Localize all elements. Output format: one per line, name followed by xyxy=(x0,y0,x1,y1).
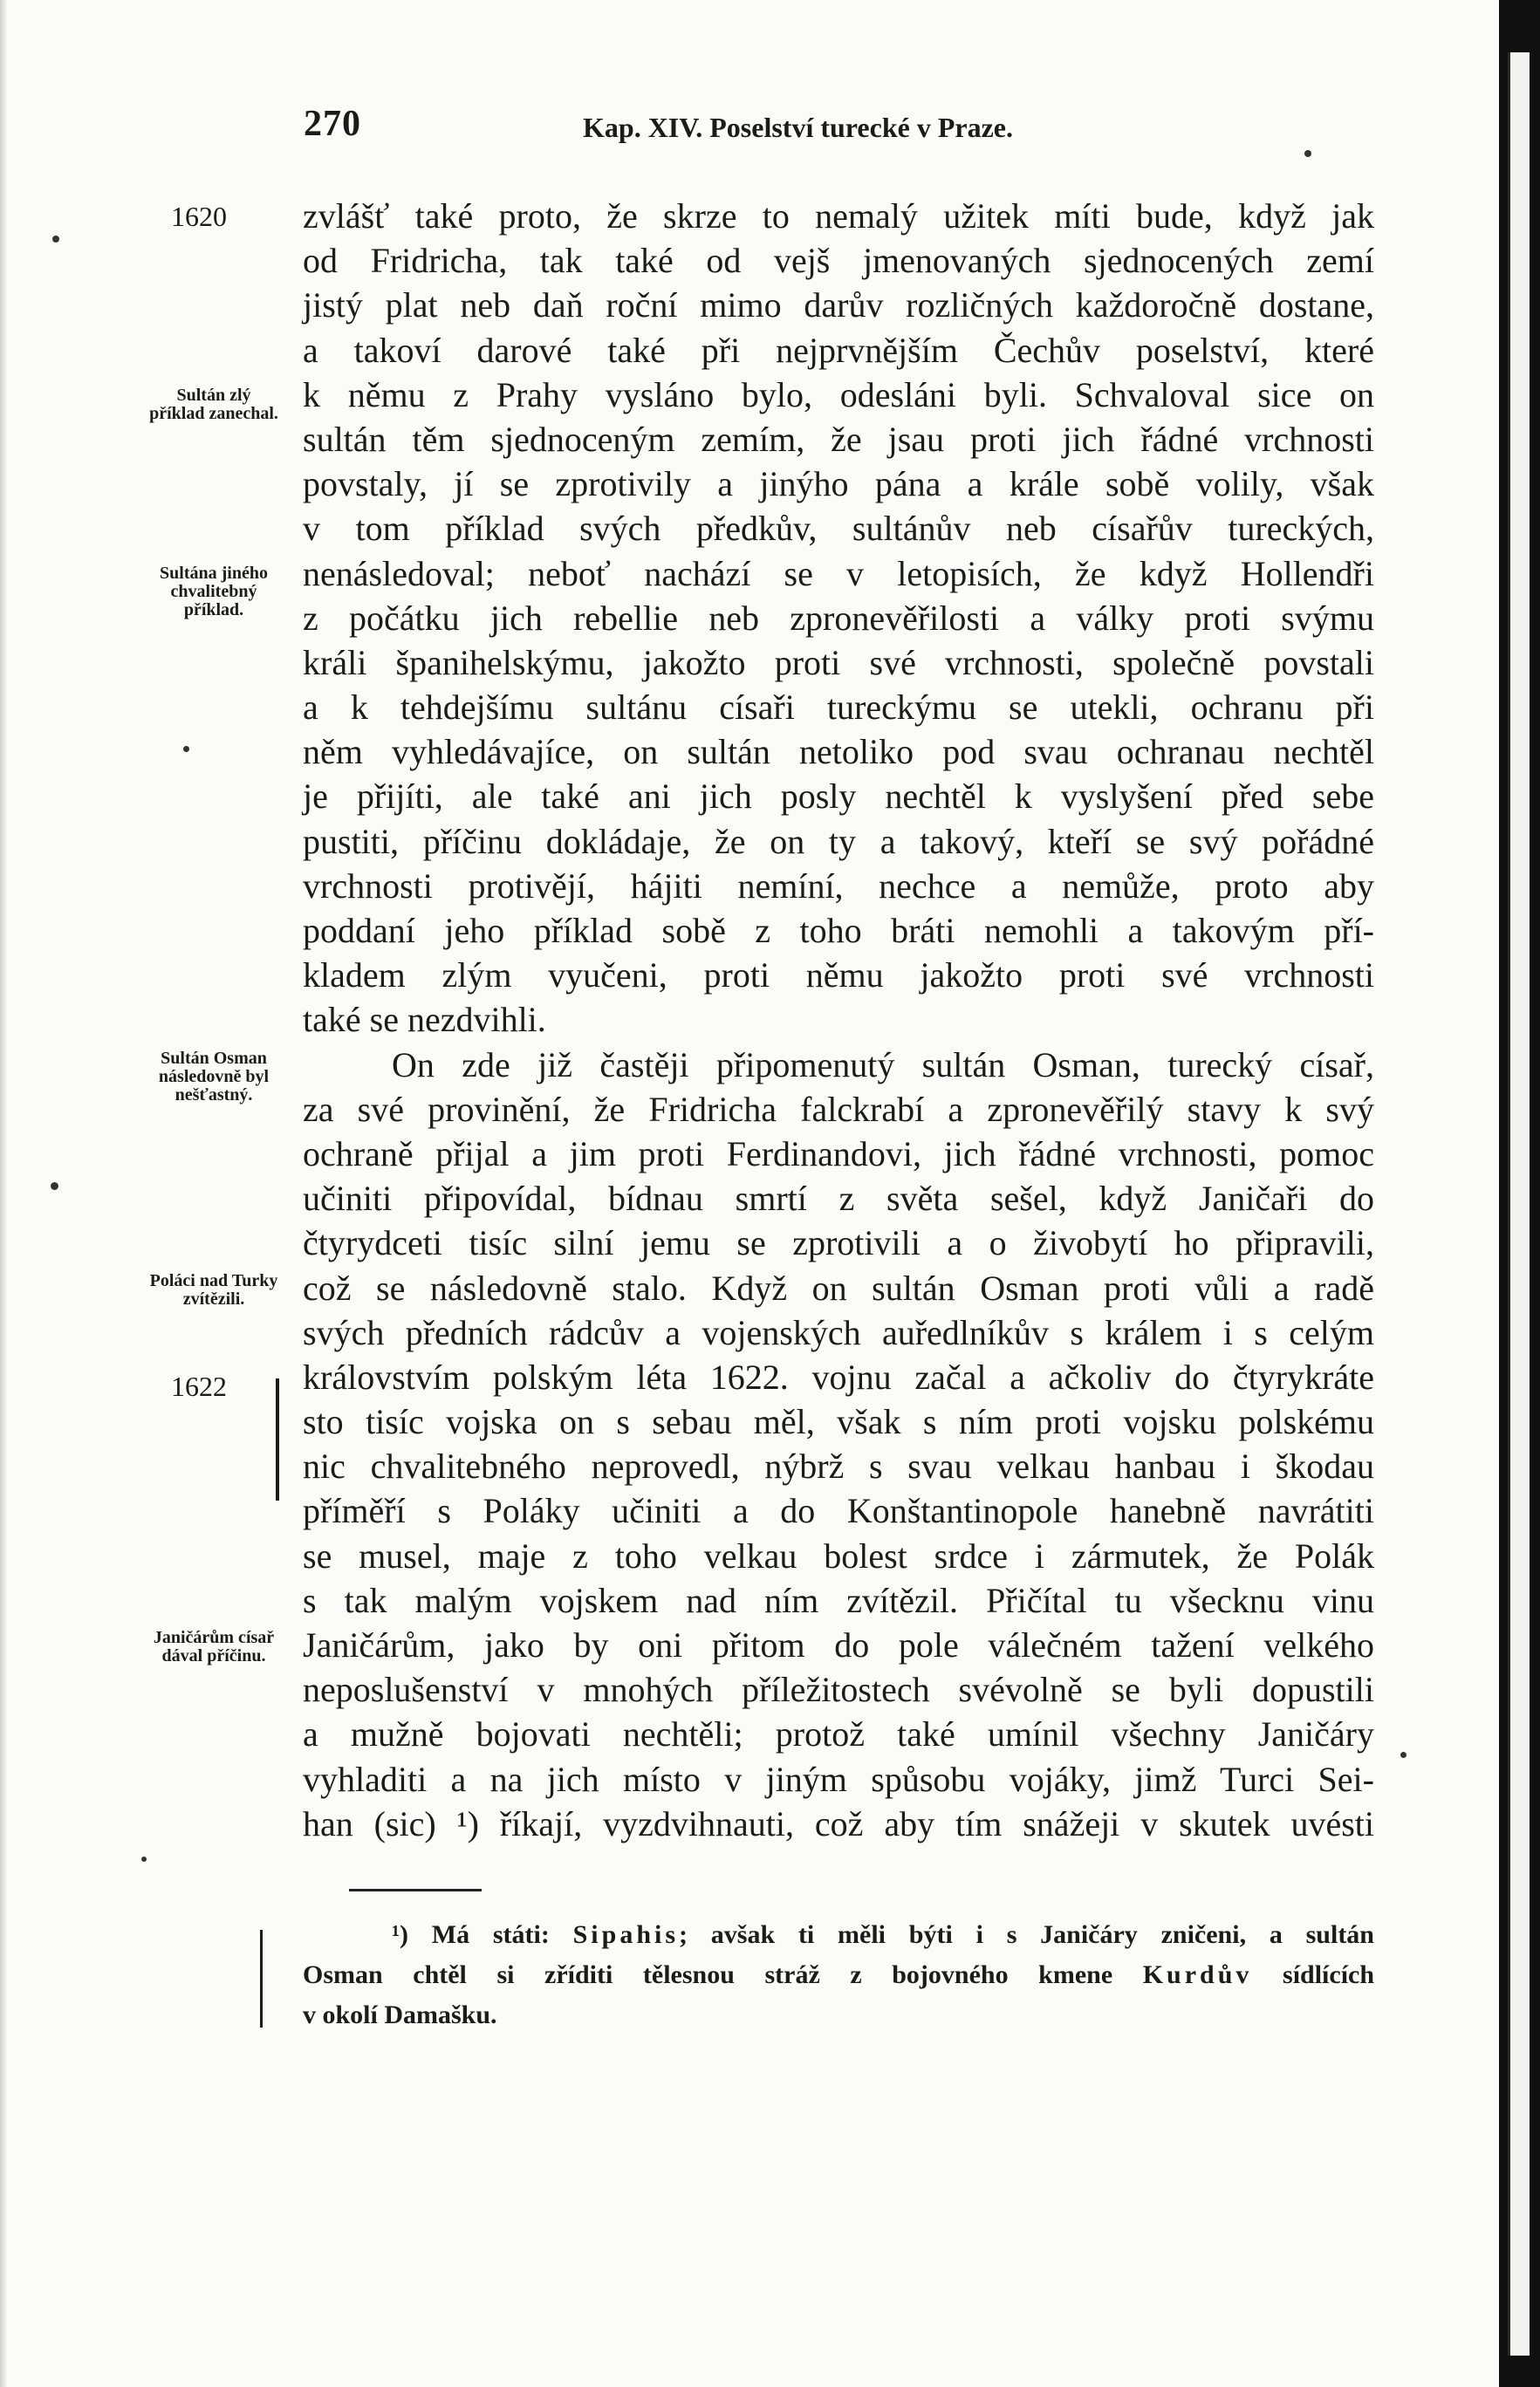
margin-year-1620: 1620 xyxy=(171,201,227,232)
text-line: poddaní jeho příklad sobě z toho bráti nemohli a takovým pří- xyxy=(303,911,1374,950)
side-note: Sultán Osman následovně byl nešťastný. xyxy=(158,1049,270,1105)
footnote-margin-mark xyxy=(260,1930,266,2028)
text-line: královstvím polským léta 1622. vojnu začal a ačkoliv do čtyrykráte xyxy=(303,1357,1374,1397)
footnote-marker: ¹) xyxy=(392,1920,408,1949)
text-line: vrchnosti protivějí, hájiti nemíní, nechce a nemůže, proto aby xyxy=(303,865,1374,906)
text-line: neposlušenství v mnohých příležitostech svévolně se byli dopustili xyxy=(303,1670,1374,1710)
text-line: učiniti připovídal, bídnau smrtí z světa sešel, když Janičaři do xyxy=(303,1179,1374,1219)
page-right-edge xyxy=(1499,0,1540,2387)
text-line: sto tisíc vojska on s sebau měl, však s ním proti vojsku polskému xyxy=(303,1402,1374,1442)
text-line: čtyrydceti tisíc silní jemu se zprotivili a o živobytí ho připravili, xyxy=(303,1223,1374,1263)
paper-speck xyxy=(51,1182,58,1190)
text-line: králi španihelskýmu, jakožto proti své vrchnosti, společně povstali xyxy=(303,642,1374,682)
page-left-edge xyxy=(0,0,7,2387)
footnote-text: sídlících xyxy=(1283,1960,1375,1989)
footnote-line xyxy=(303,1955,1374,1995)
text-line: zvlášť také proto, že skrze to nemalý užitek míti bude, když jak xyxy=(303,196,1374,236)
text-line: příměří s Poláky učiniti a do Konštantinopole hanebně navrátiti xyxy=(303,1491,1374,1531)
side-note: Janičárům císař dával příčinu. xyxy=(153,1628,275,1665)
text-line: pustiti, příčinu dokládaje, že on ty a takový, kteří se svý pořádné xyxy=(303,821,1374,861)
side-note: Sultána jiného chvalitebný příklad. xyxy=(160,564,268,619)
text-line: k němu z Prahy vysláno bylo, odesláni byli. Schvaloval sice on xyxy=(303,374,1374,414)
text-line: s tak malým vojskem nad ním zvítězil. Přičítal tu všecknu vinu xyxy=(303,1580,1374,1620)
text-line: nic chvalitebného neprovedl, nýbrž s svau velkau hanbau i škodau xyxy=(303,1447,1374,1487)
paper-speck xyxy=(141,1857,147,1862)
margin-year-1622: 1622 xyxy=(171,1371,227,1402)
text-line: a takoví darové také při nejprvnějším Čechův poselství, které xyxy=(303,330,1374,370)
footnote-term: Sipahis xyxy=(572,1920,680,1949)
text-line: vyhladiti a na jich místo v jiným spůsobu vojáky, jimž Turci Sei- xyxy=(303,1759,1374,1799)
text-line: za své provinění, že Fridricha falckrabí a zpronevěřilý stavy k svý xyxy=(303,1089,1374,1129)
body-text xyxy=(303,194,1374,1846)
text-line: sultán těm sjednoceným zemím, že jsau proti jich řádné vrchnosti xyxy=(303,419,1374,459)
text-line: Janičárům, jako by oni přitom do pole válečném tažení velkého xyxy=(303,1625,1374,1665)
text-line: han (sic) ¹) říkají, vyzdvihnauti, což aby tím snážeji v skutek uvésti xyxy=(303,1803,1374,1843)
paper-speck xyxy=(1304,150,1311,157)
text-line: a k tehdejšímu sultánu císaři tureckýmu se utekli, ochranu při xyxy=(303,687,1374,728)
paper-speck xyxy=(1400,1752,1407,1758)
text-line: v tom příklad svých předkův, sultánův neb císařův tureckých, xyxy=(303,509,1374,549)
margin-bracket xyxy=(276,1378,284,1501)
text-line: svých předních rádcův a vojenských auředlníkův s králem i s celým xyxy=(303,1312,1374,1352)
text-line: ochraně přijal a jim proti Ferdinandovi, jich řádné vrchnosti, pomoc xyxy=(303,1133,1374,1173)
paper-speck xyxy=(183,746,189,752)
text-line: něm vyhledávajíce, on sultán netoliko pod svau ochranau nechtěl xyxy=(303,732,1374,772)
text-line: kladem zlým vyučeni, proti němu jakožto proti své vrchnosti xyxy=(303,955,1374,995)
footnote-lead: Má státi: xyxy=(431,1920,550,1949)
footnote-text: Osman chtěl si zříditi tělesnou stráž z bojovného kmene xyxy=(303,1960,1113,1989)
text-line: což se následovně stalo. Když on sultán Osman proti vůli a radě xyxy=(303,1268,1374,1308)
text-line: z počátku jich rebellie neb zpronevěřilosti a války proti svýmu xyxy=(303,598,1374,638)
footnote-rule xyxy=(349,1889,482,1891)
text-line: je přijíti, ale také ani jich posly nechtěl k vyslyšení před sebe xyxy=(303,776,1374,817)
paper-speck xyxy=(52,236,59,243)
side-note: Sultán zlý příklad zanechal. xyxy=(149,386,278,423)
text-line: povstaly, jí se zprotivily a jinýho pána a krále sobě volily, však xyxy=(303,464,1374,504)
running-head: Kap. XIV. Poselství turecké v Praze. xyxy=(583,112,1013,143)
text-line: a mužně bojovati nechtěli; protož také umínil všechny Janičáry xyxy=(303,1714,1374,1754)
footnote-text: ; avšak ti měli býti i s Janičáry zničeni, a sultán xyxy=(679,1920,1374,1949)
text-line: jistý plat neb daň roční mimo darův rozličných každoročně dostane, xyxy=(303,285,1374,325)
text-line: On zde již častěji připomenutý sultán Osman, turecký císař, xyxy=(392,1044,1374,1084)
page-number: 270 xyxy=(304,104,361,144)
footnote-line: v okolí Damašku. xyxy=(303,2001,497,2029)
text-line: od Fridricha, tak také od vejš jmenovaných sjednocených zemí xyxy=(303,241,1374,281)
text-line: nenásledoval; neboť nachází se v letopisích, že když Hollendři xyxy=(303,553,1374,593)
footnote-line xyxy=(303,1915,1374,1955)
text-line: také se nezdvihli. xyxy=(303,1000,546,1040)
footnote-term: Kurdův xyxy=(1142,1960,1253,1989)
side-note: Poláci nad Turky zvítězili. xyxy=(149,1271,278,1309)
footnote xyxy=(303,1915,1374,2035)
text-line: se musel, maje z toho velkau bolest srdce i zármutek, že Polák xyxy=(303,1535,1374,1576)
